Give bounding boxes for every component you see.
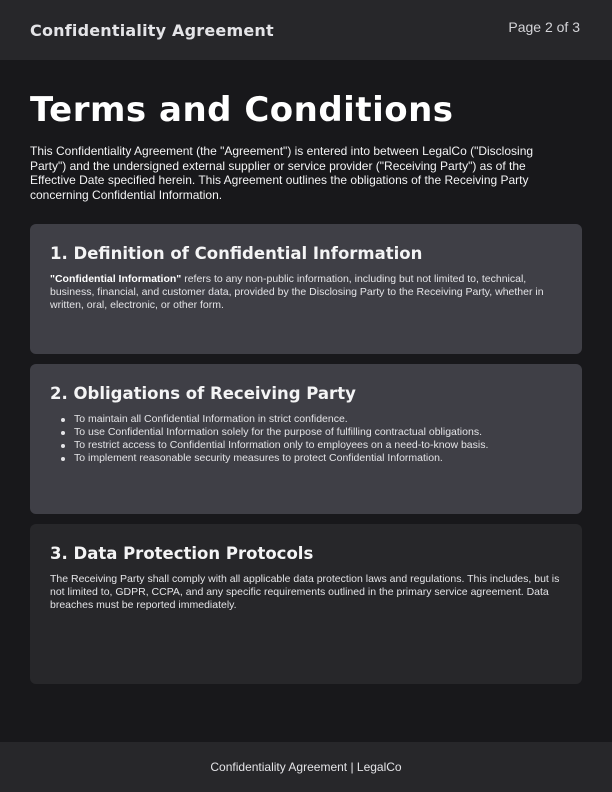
obligations-list (50, 413, 562, 465)
document-content (30, 60, 582, 684)
section-definition (30, 224, 582, 354)
list-item-text: To implement reasonable security measures to protect Confidential Information. (74, 452, 443, 464)
list-item-text: To restrict access to Confidential Information only to employees on a need-to-know basis. (74, 439, 489, 451)
section-body: The Receiving Party shall comply with all applicable data protection laws and regulations. This includes, but is not limited to, GDPR, CCPA, and any specific requirements outlined in the primary service agreement. Data breaches must be reported immediately. (50, 573, 560, 611)
section-title: 2. Obligations of Receiving Party (50, 384, 356, 403)
section-title: 1. Definition of Confidential Information (50, 244, 423, 263)
bullet-icon (61, 444, 65, 448)
list-item (50, 439, 562, 452)
definition-text: refers to any non-public information, including but not limited to, technical, business, financial, and customer data, provided by the Disclosing Party to the Receiving Party, whether in written, oral, electronic, or other form. (50, 273, 544, 311)
defined-term: "Confidential Information" (50, 273, 182, 285)
page-footer (0, 742, 612, 792)
page-header (0, 0, 612, 60)
main-title: Terms and Conditions (30, 90, 454, 130)
list-item-text: To use Confidential Information solely for the purpose of fulfilling contractual obligations. (74, 426, 482, 438)
list-item (50, 426, 562, 439)
bullet-icon (61, 418, 65, 422)
page-number: Page 2 of 3 (508, 19, 580, 35)
document-title: Confidentiality Agreement (30, 21, 274, 40)
bullet-icon (61, 457, 65, 461)
section-data-protection (30, 524, 582, 684)
footer-text: Confidentiality Agreement | LegalCo (210, 760, 402, 774)
section-title: 3. Data Protection Protocols (50, 544, 314, 563)
list-item (50, 452, 562, 465)
section-body (50, 273, 562, 312)
section-obligations (30, 364, 582, 514)
intro-paragraph: This Confidentiality Agreement (the "Agreement") is entered into between LegalCo ("Disclosing Party") and the undersigned external supplier or service provider ("Receiving Party") as of the Effective Date specified herein. This Agreement outlines the obligations of the Receiving Party concerning Confidential Information. (30, 144, 534, 202)
bullet-icon (61, 431, 65, 435)
list-item-text: To maintain all Confidential Information in strict confidence. (74, 413, 348, 425)
list-item (50, 413, 562, 426)
